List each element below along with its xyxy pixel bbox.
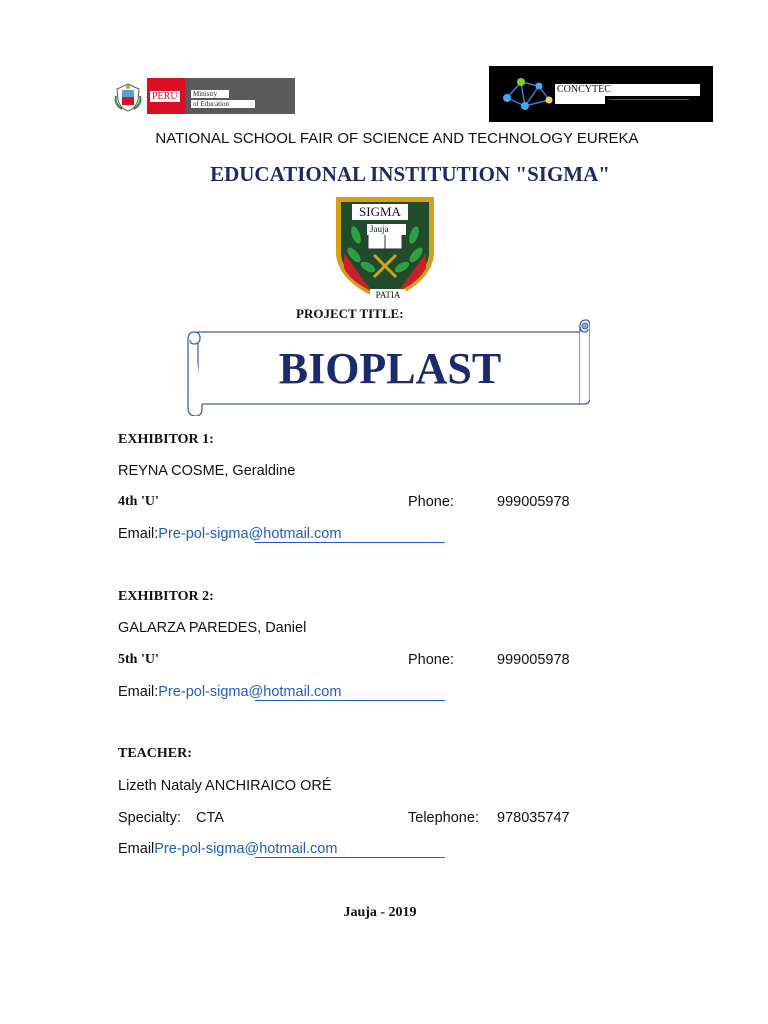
exhibitor2-email-row	[118, 684, 341, 700]
teacher-email-link[interactable]: Pre-pol-sigma@hotmail.com	[154, 841, 338, 857]
institution-title: EDUCATIONAL INSTITUTION "SIGMA"	[210, 162, 610, 186]
ministry-label-line1: Ministry	[191, 90, 229, 98]
teacher-email-underline	[255, 857, 445, 858]
concytec-name: CONCYTEC	[555, 84, 700, 96]
peru-country-label: PERU	[149, 90, 181, 103]
exhibitor2-phone: 999005978	[497, 652, 570, 668]
project-name: BIOPLAST	[278, 344, 502, 393]
exhibitor1-grade: 4th 'U'	[118, 494, 159, 509]
crest-title: SIGMA	[352, 204, 408, 220]
teacher-email-row	[118, 841, 337, 857]
exhibitor2-email-underline	[255, 700, 445, 701]
exhibitor1-email-label: Email:	[118, 526, 159, 542]
concytec-sub-block	[555, 96, 605, 104]
exhibitor1-phone-label: Phone:	[408, 494, 454, 510]
exhibitor1-heading: EXHIBITOR 1:	[118, 432, 214, 447]
teacher-name: Lizeth Nataly ANCHIRAICO ORÉ	[118, 778, 332, 794]
teacher-phone-label: Telephone:	[408, 810, 479, 826]
teacher-heading: TEACHER:	[118, 746, 192, 761]
exhibitor1-name: REYNA COSME, Geraldine	[118, 463, 296, 479]
ministry-gray-block	[185, 78, 295, 114]
fair-title: NATIONAL SCHOOL FAIR OF SCIENCE AND TECHNOLOGY EUREKA	[155, 130, 639, 147]
exhibitor2-grade: 5th 'U'	[118, 652, 159, 667]
crest-town: Jauja	[367, 224, 406, 235]
crest-motto: PATIA	[370, 289, 406, 301]
concytec-logo	[489, 66, 713, 122]
ministry-label-line2: of Education	[191, 100, 255, 108]
exhibitor2-email-label: Email:	[118, 684, 159, 700]
peru-ministry-logo	[113, 78, 295, 114]
teacher-phone: 978035747	[497, 810, 570, 826]
concytec-divider	[609, 99, 689, 100]
teacher-email-label: Email	[118, 841, 155, 857]
project-title-label: PROJECT TITLE:	[296, 306, 404, 321]
exhibitor2-name: GALARZA PAREDES, Daniel	[118, 620, 307, 636]
exhibitor2-phone-label: Phone:	[408, 652, 454, 668]
exhibitor2-heading: EXHIBITOR 2:	[118, 589, 214, 604]
exhibitor1-email-link[interactable]: Pre-pol-sigma@hotmail.com	[158, 526, 342, 542]
exhibitor1-email-underline	[255, 542, 445, 543]
exhibitor1-phone: 999005978	[497, 494, 570, 510]
peru-coat-of-arms-icon	[113, 82, 143, 112]
exhibitor2-email-link[interactable]: Pre-pol-sigma@hotmail.com	[158, 684, 342, 700]
peru-red-block	[147, 78, 185, 114]
footer-place-year: Jauja - 2019	[343, 905, 417, 920]
network-molecule-icon	[499, 72, 557, 116]
teacher-specialty-label: Specialty:	[118, 810, 181, 826]
exhibitor1-email-row	[118, 526, 341, 542]
teacher-specialty: CTA	[196, 810, 224, 826]
